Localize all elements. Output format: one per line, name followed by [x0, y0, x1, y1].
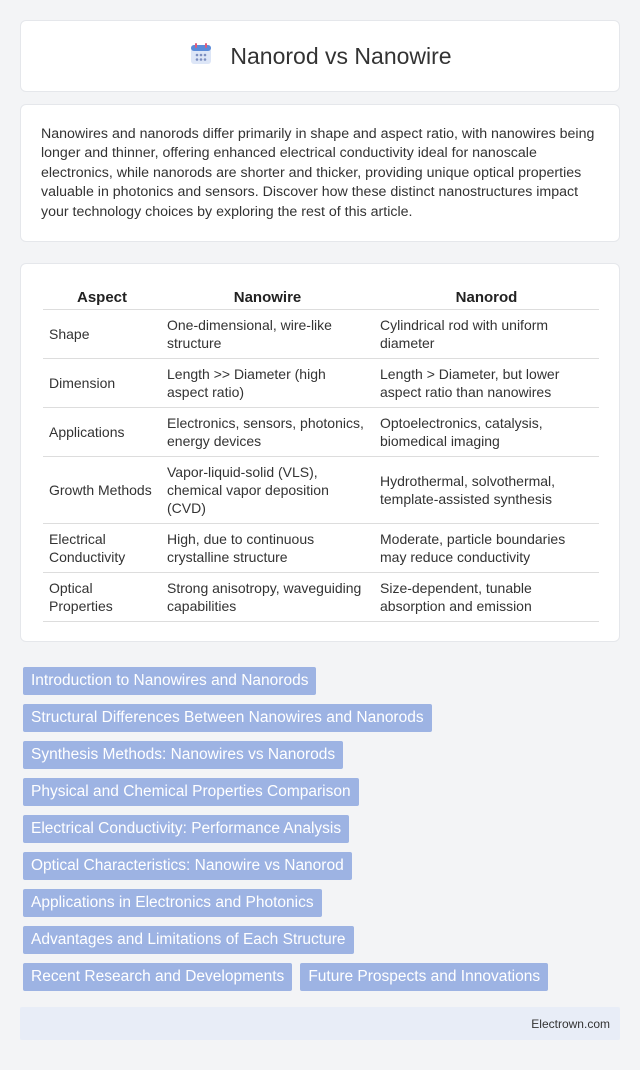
link-future-prospects[interactable]: Future Prospects and Innovations — [300, 963, 548, 991]
link-advantages-limitations[interactable]: Advantages and Limitations of Each Structure — [23, 926, 354, 954]
link-structural-differences[interactable]: Structural Differences Between Nanowires and Nanorods — [23, 704, 432, 732]
table-row — [43, 310, 599, 359]
table-cell: Applications — [43, 408, 161, 457]
table-cell: Shape — [43, 310, 161, 359]
table-cell: Hydrothermal, solvothermal, template-assisted synthesis — [374, 457, 599, 524]
table-cell: Length > Diameter, but lower aspect ratio than nanowires — [374, 359, 599, 408]
comparison-table — [43, 284, 599, 622]
table-cell: Cylindrical rod with uniform diameter — [374, 310, 599, 359]
intro-card — [20, 104, 620, 242]
table-header-row — [43, 284, 599, 310]
table-row — [43, 573, 599, 622]
footer — [20, 1007, 620, 1040]
table-cell: Moderate, particle boundaries may reduce conductivity — [374, 524, 599, 573]
link-electrical-conductivity[interactable]: Electrical Conductivity: Performance Analysis — [23, 815, 349, 843]
table-cell: Growth Methods — [43, 457, 161, 524]
table-row — [43, 457, 599, 524]
table-cell: Length >> Diameter (high aspect ratio) — [161, 359, 374, 408]
header-card — [20, 20, 620, 92]
link-introduction[interactable]: Introduction to Nanowires and Nanorods — [23, 667, 316, 695]
link-recent-research[interactable]: Recent Research and Developments — [23, 963, 292, 991]
link-applications[interactable]: Applications in Electronics and Photonics — [23, 889, 322, 917]
table-cell: Strong anisotropy, waveguiding capabilities — [161, 573, 374, 622]
table-row — [43, 408, 599, 457]
table-cell: Optoelectronics, catalysis, biomedical imaging — [374, 408, 599, 457]
link-optical-characteristics[interactable]: Optical Characteristics: Nanowire vs Nanorod — [23, 852, 352, 880]
table-row — [43, 524, 599, 573]
footer-brand: Electrown.com — [531, 1016, 610, 1031]
intro-paragraph: Nanowires and nanorods differ primarily in shape and aspect ratio, with nanowires being longer and thinner, offering enhanced electrical conductivity ideal for nanoscale electronics, while nanorods are shorter and thicker, providing unique optical properties valuable in photonics and sensors. Discover how these distinct nanostructures impact your technology choices by exploring the rest of this article. — [41, 126, 595, 220]
table-cell: Vapor-liquid-solid (VLS), chemical vapor deposition (CVD) — [161, 457, 374, 524]
related-links — [23, 667, 623, 1000]
table-cell: Electrical Conductivity — [43, 524, 161, 573]
comparison-card — [20, 263, 620, 642]
header — [188, 41, 451, 72]
table-cell: Size-dependent, tunable absorption and emission — [374, 573, 599, 622]
table-row — [43, 359, 599, 408]
table-cell: One-dimensional, wire-like structure — [161, 310, 374, 359]
link-properties-comparison[interactable]: Physical and Chemical Properties Comparison — [23, 778, 359, 806]
column-header: Nanorod — [374, 284, 599, 310]
table-cell: High, due to continuous crystalline structure — [161, 524, 374, 573]
table-cell: Electronics, sensors, photonics, energy devices — [161, 408, 374, 457]
link-synthesis-methods[interactable]: Synthesis Methods: Nanowires vs Nanorods — [23, 741, 343, 769]
page-title: Nanorod vs Nanowire — [230, 42, 452, 69]
table-cell: Dimension — [43, 359, 161, 408]
column-header: Nanowire — [161, 284, 374, 310]
table-cell: Optical Properties — [43, 573, 161, 622]
calendar-icon — [188, 41, 214, 72]
column-header: Aspect — [43, 284, 161, 310]
